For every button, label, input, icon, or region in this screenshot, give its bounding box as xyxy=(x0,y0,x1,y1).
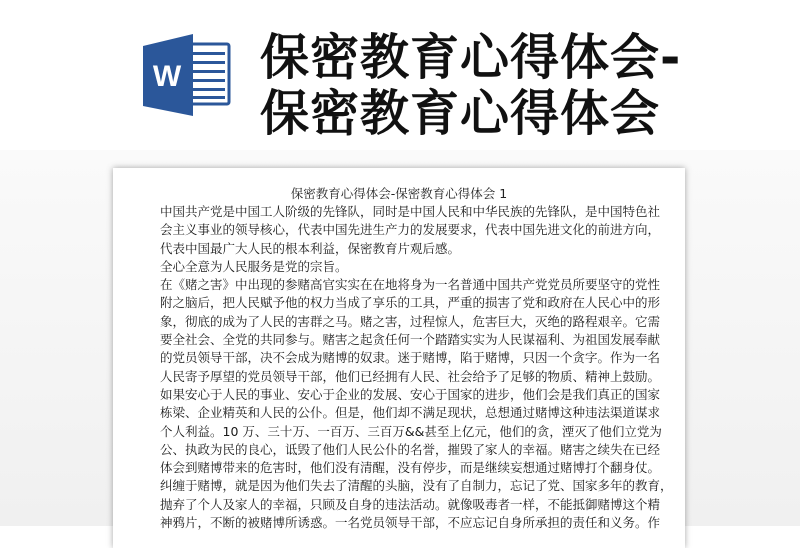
title-line-2: 保密教育心得体会 xyxy=(260,85,661,142)
header xyxy=(0,0,800,160)
document-line: 中国共产党是中国工人阶级的先锋队，同时是中国人民和中华民族的先锋队，是中国特色社 xyxy=(160,204,661,219)
document-line: 公、执政为民的良心，诋毁了他们人民公仆的名誉，摧毁了家人的幸福。赌害之续失在已经 xyxy=(160,441,661,457)
document-line: 全心全意为人民服务是党的宗旨。 xyxy=(160,258,348,274)
document-line: 纠缠于赌博，就是因为他们失去了清醒的头脑，没有了自制力，忘记了党、国家多年的教育， xyxy=(160,478,673,494)
document-line: 会主义事业的领导核心，代表中国先进生产力的发展要求，代表中国先进文化的前进方向， xyxy=(160,222,661,238)
document-line: 神鸦片，不断的被赌博所诱惑。一名党员领导干部，不应忘记自身所承担的责任和义务。作 xyxy=(160,515,661,531)
document-body xyxy=(160,203,673,532)
document-line: 要全社会、全党的共同参与。赌害之起贪任何一个踏踏实实为人民谋福利、为祖国发展奉献 xyxy=(160,332,661,348)
document-line: 抛弃了个人及家人的幸福，只顾及自身的违法活动。就像吸毒者一样，不能抵御赌博这个精 xyxy=(160,496,661,512)
word-document-icon xyxy=(143,34,231,116)
document-line: 如果安心于人民的事业、安心于企业的发展、安心于国家的进步，他们会是我们真正的国家 xyxy=(160,386,661,402)
document-line: 附之脑后，把人民赋予他的权力当成了享乐的工具，严重的损害了党和政府在人民心中的形 xyxy=(160,295,661,311)
document-line: 体会到赌博带来的危害时，他们没有清醒，没有停步，而是继续妄想通过赌博打个翻身仗。 xyxy=(160,460,661,476)
title-line-1: 保密教育心得体会- xyxy=(260,29,682,86)
document-line: 的党员领导干部，决不会成为赌博的奴隶。迷于赌博，陷于赌博，只因一个贪字。作为一名 xyxy=(160,350,661,366)
document-page xyxy=(113,168,685,548)
document-line: 栋梁、企业精英和人民的公仆。但是，他们却不满足现状，总想通过赌博这种违法渠道谋求 xyxy=(160,405,661,421)
document-line: 个人利益。10 万、三十万、一百万、三百万&&甚至上亿元，他们的贪，湮灭了他们立党为 xyxy=(160,423,662,439)
document-line: 代表中国最广大人民的根本利益，保密教育片观后感。 xyxy=(160,240,461,256)
word-icon-letter: W xyxy=(152,60,182,93)
document-line: 在《赌之害》中出现的参赌高官实实在在地将身为一名普通中国共产党党员所要坚守的党性 xyxy=(160,277,661,293)
document-line: 人民寄予厚望的党员领导干部，他们已经拥有人民、社会给予了足够的物质、精神上鼓励。 xyxy=(160,368,661,384)
page-title xyxy=(260,30,681,142)
document-line: 象，彻底的成为了人民的害群之马。赌之害，过程惊人，危害巨大，灭绝的路程艰辛。它需 xyxy=(160,313,661,329)
document-title: 保密教育心得体会-保密教育心得体会 1 xyxy=(290,186,508,201)
